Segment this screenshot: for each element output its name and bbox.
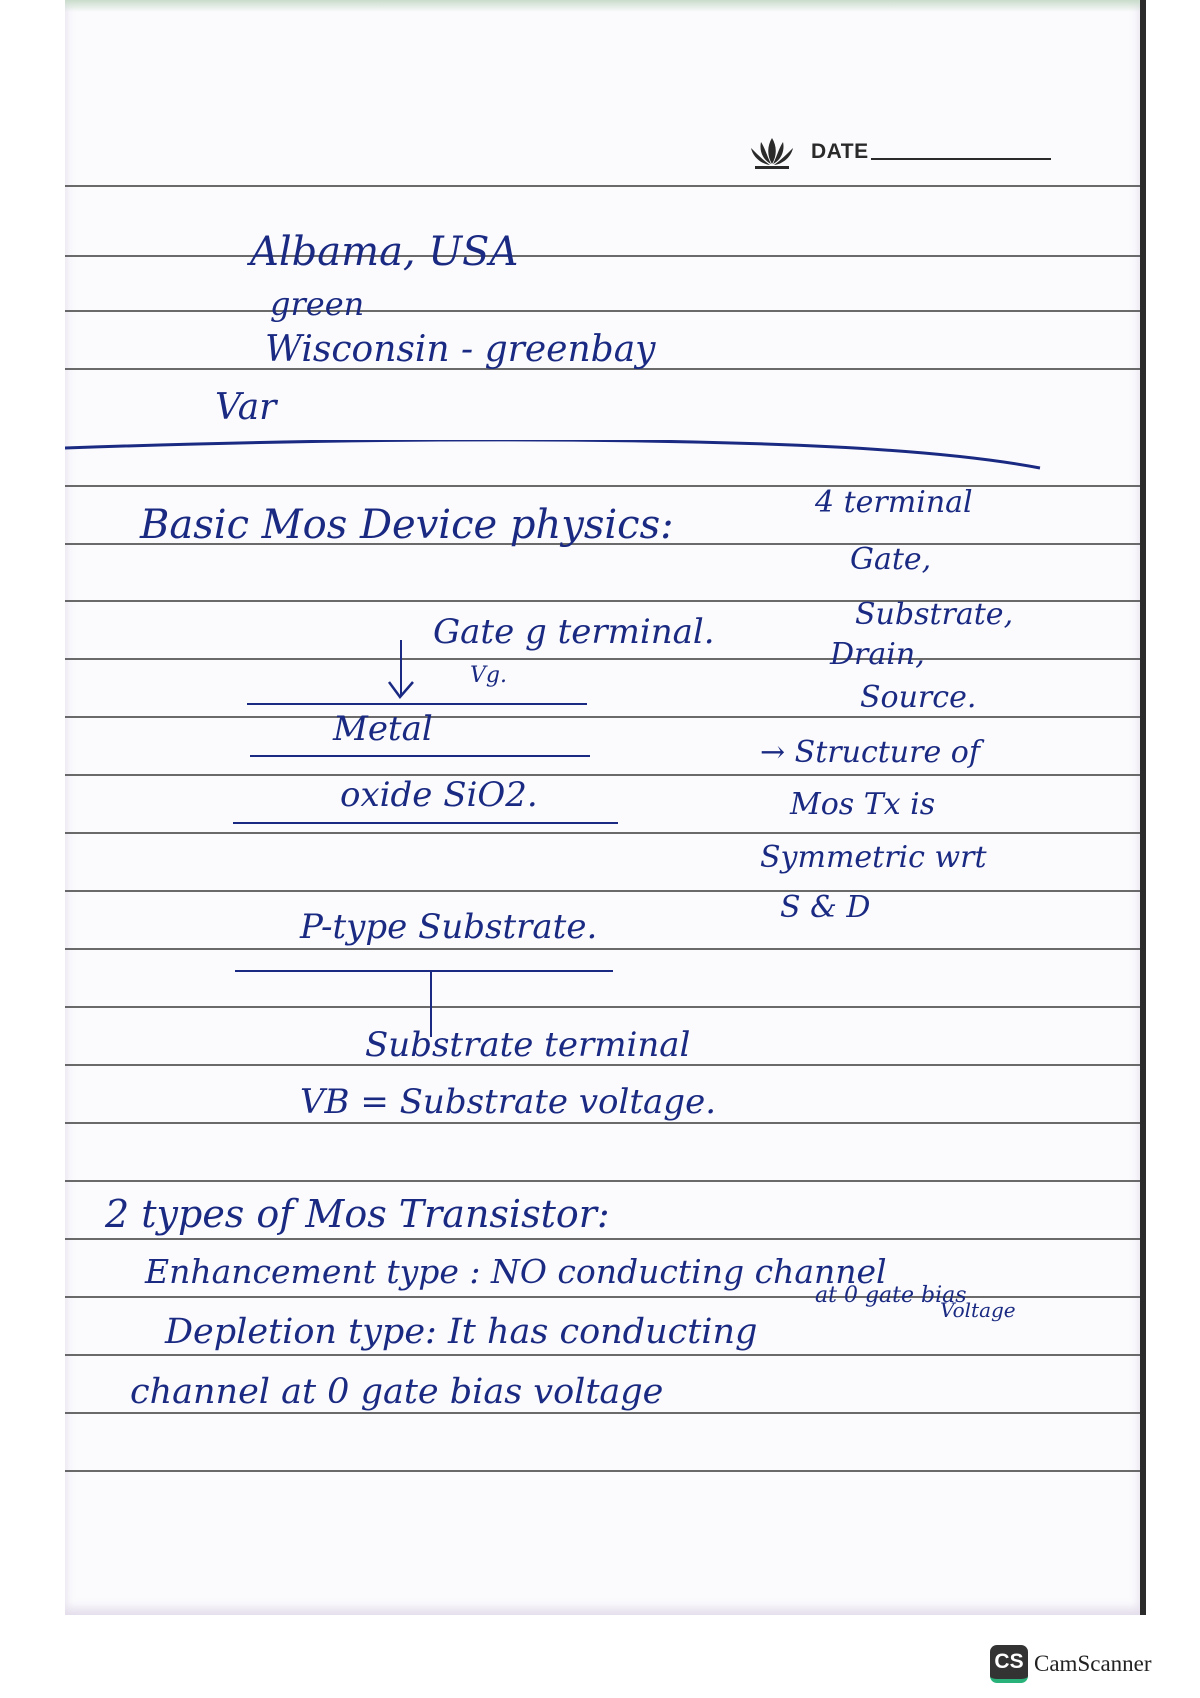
- enhancement-type-cont: at 0 gate bias: [815, 1283, 967, 1308]
- side-note-line: Source.: [860, 680, 977, 715]
- note-green: green: [270, 285, 365, 323]
- metal-bottom-line: [250, 755, 590, 757]
- side-note-line: 4 terminal: [815, 485, 973, 520]
- ruled-line: [65, 1122, 1140, 1124]
- ruled-line: [65, 1006, 1140, 1008]
- ruled-line: [65, 1470, 1140, 1472]
- depletion-type-cont: channel at 0 gate bias voltage: [130, 1372, 664, 1412]
- vg-label: Vg.: [470, 663, 507, 688]
- section-heading: Basic Mos Device physics:: [140, 502, 674, 548]
- notebook-page: [65, 0, 1146, 1615]
- substrate-bottom-line: [235, 970, 613, 972]
- ruled-line: [65, 1238, 1140, 1240]
- note-wisconsin: Wisconsin - greenbay: [265, 329, 656, 370]
- gate-top-line: [247, 703, 587, 705]
- ruled-line: [65, 832, 1140, 834]
- side-note-line: Substrate,: [855, 597, 1014, 632]
- gate-arrow-head-icon: [387, 680, 415, 700]
- side-note-line: S & D: [780, 890, 871, 925]
- note-location: Albama, USA: [250, 229, 519, 275]
- date-field: [747, 132, 1051, 172]
- side-note-line: → Structure of: [760, 735, 980, 770]
- side-note-line: Mos Tx is: [790, 787, 936, 822]
- ruled-line: [65, 1412, 1140, 1414]
- side-note-line: Gate,: [850, 542, 932, 577]
- ruled-line: [65, 774, 1140, 776]
- note-var: Var: [215, 387, 277, 428]
- depletion-type-line: Depletion type: It has conducting: [165, 1312, 758, 1352]
- substrate-terminal-label: Substrate terminal: [365, 1025, 691, 1065]
- camscanner-badge-icon: CS: [990, 1645, 1028, 1683]
- side-note-line: Symmetric wrt: [760, 840, 987, 875]
- ruled-line: [65, 255, 1140, 257]
- date-label: DATE: [811, 140, 869, 163]
- ruled-line: [65, 658, 1140, 660]
- ruled-line: [65, 716, 1140, 718]
- oxide-bottom-line: [233, 822, 618, 824]
- lotus-logo-icon: [747, 134, 797, 170]
- date-blank-line: [871, 158, 1051, 160]
- gate-terminal-label: Gate g terminal.: [433, 612, 715, 652]
- ruled-line: [65, 310, 1140, 312]
- page-top-edge: [65, 0, 1140, 12]
- camscanner-watermark: [990, 1645, 1152, 1683]
- separator-stroke: [65, 440, 1140, 500]
- ruled-line: [65, 890, 1140, 892]
- ruled-line: [65, 1180, 1140, 1182]
- metal-layer-label: Metal: [333, 709, 433, 749]
- ptype-substrate-label: P-type Substrate.: [300, 907, 598, 947]
- ruled-line: [65, 1354, 1140, 1356]
- side-note-line: Drain,: [830, 637, 925, 672]
- vb-label: VB = Substrate voltage.: [300, 1082, 717, 1122]
- enhancement-type-cont2: Voltage: [940, 1298, 1016, 1322]
- ruled-line: [65, 948, 1140, 950]
- oxide-layer-label: oxide SiO2.: [340, 775, 538, 815]
- types-heading: 2 types of Mos Transistor:: [105, 1192, 610, 1236]
- enhancement-type-line: Enhancement type : NO conducting channel: [145, 1252, 887, 1291]
- camscanner-name: CamScanner: [1034, 1651, 1152, 1676]
- ruled-line: [65, 185, 1140, 187]
